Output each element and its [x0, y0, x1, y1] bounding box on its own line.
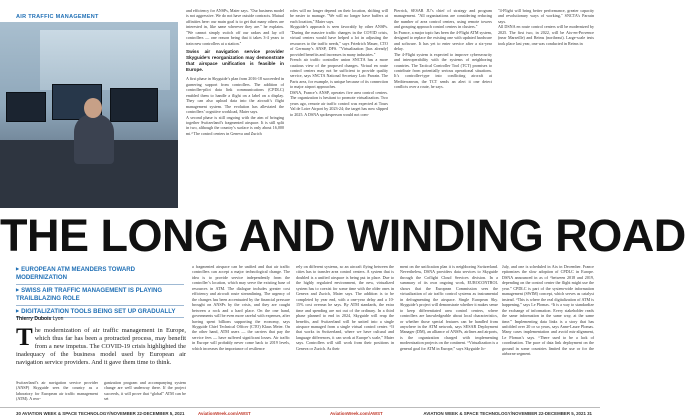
paragraph: A first phase in Skyguide’s plan from 2016-18 succeeded in garnering support from controllers. The addition of controller-pilot data link communications (CPDLC) enabled them to handle a flight on a label on a display. They can also upload data into the aircraft’s flight management system. The evolution has alleviated the controllers’ cognitive workload, Maier says.: [186, 76, 284, 115]
paragraph: French air traffic controller union SNCTA has a more cautious view of the proposed changes. Virtual en route control centers may not be sufficient to provide quality service, says SNCTA National Secretary Loic Parrain. The Paris area, for example, is unique because of its connection to major airport approaches.: [290, 57, 388, 90]
paragraph: Pierrick, SESAR JU’s chief of strategy and program management. "All organizations are considering reducing the number of area control centers, using remote towers and grouping approach control centers in clusters.": [394, 8, 492, 30]
photo-monitor: [6, 92, 46, 122]
paragraph: A second phase is still ongoing with the aim of bringing together Switzerland’s fragmented airspace. It is still split in two, although the country’s surface is only about 16,000 mi.² The control centers in Geneva and Zurich: [186, 114, 284, 136]
photo-controller-head: [84, 98, 102, 118]
page-footer: [0, 407, 600, 420]
paragraph: In France, a major topic has been the 4-Flight ATM system, designed to replace the existing one with updated hardware and software. It has yet to enter service after a six-year delay.: [394, 29, 492, 52]
paragraph: and efficiency for ANSPs, Maier says. "Our business model is not aggressive. We do not have outside contracts. Mutual affinities here: our main goal is to get that many others are interested in, like same wherever they are." he explains. "We cannot simply switch off our radars and lay off controllers — one reason being that it takes 3-4 years to train new controllers at a station.": [186, 8, 285, 46]
summary-bullet: ▶ EUROPEAN ATM MEANDERS TOWARD MODERNIZATION: [16, 264, 184, 285]
bottom-column-1: Switzerland’s air navigation service provider (ANSP) Skyguide sees the country as a laboratory for European air traffic management (ATM). A reor-: [16, 380, 98, 402]
bottom-column-5: ment on the unification plan it is neighboring Switzerland. Nevertheless, DSNA providers data services to Skyguide through the Coflight Cloud Services division. In a summary of its own ongoing work, EUROCONTROL shows that the European Commission sees the virtualization of air traffic control systems as instrumental in defragmenting the airspace. Single European Sky. Skyguide’s project will demonstrate whether it makes sense to keep differentiated area control centers, where controllers are knowledgeable about local characteristics, or whether those special features can be handled from anywhere in the ATM network, says SESAR Deployment Manager (DM), an alliance of ANSPs, airlines and airports, is the organization charged with implementing modernization projects on the continent. “Virtualization is a general goal for ATM in Europe,” says Skyguide Jo-: [400, 264, 498, 351]
bottom-column-3: a fragmented airspace can be unified and that air traffic controllers can accept a major technological change. The idea is to provide service independently from the controller’s location, which may serve the existing base of resources in ATM. The dialogue includes greater cost efficiency and aircraft route streamlining. The urgency of the changes has been accentuated by the financial pressure brought on ANSPs by the crisis, and they are caught between a rock and a hard place. On the one hand, governments will be even more careful with expenses, after having spent billions supporting the economy, says Skyguide Chief Technical Officer (CTO) Klaus Meier. On the other hand, ATM users — the carriers that pay the service fees — have suffered significant losses. Air traffic in Europe will probably never come back to 2019 levels, which increases the importance of resilience: [192, 264, 290, 351]
footer-folio-right: AVIATION WEEK & SPACE TECHNOLOGY/NOVEMBER 22-DECEMBER 5, 2021 31: [423, 411, 592, 416]
article-headline: THE LONG AND WINDING ROAD: [0, 210, 686, 261]
top-column-3: [394, 8, 492, 90]
paragraph: DSNA, France’s ANSP, operates five area control centers. The organization is hesitant to promote virtualization. Two years ago, remote air traffic control was expected at Tours Val de Loire Airport by 2023-24; the target has now slipped to 2025. A DSNA spokesperson would not com-: [290, 89, 388, 117]
drop-cap: T: [16, 324, 33, 351]
bottom-column-2: ganization program and accompanying system change are well underway there. If the project succeeds, it will prove that “global” ATM can be set: [104, 380, 186, 402]
photo-window: [40, 30, 170, 90]
top-column-1: [186, 8, 284, 136]
footer-link[interactable]: AviationWeek.com/AWST: [198, 411, 251, 416]
lede-text: he modernization of air traffic management in Europe, which thus far has been a protracted process, may benefit from a new impetus. The COVID-19 crisis highlighted the inadequacy of the business model used by European air navigation service providers. And it gave them time to think.: [16, 327, 186, 366]
article-photo: [0, 22, 178, 208]
paragraph: The 4-Flight system is expected to improve cybersecurity and interoperability with the systems of neighboring countries. The Tactical Controller Tool (TCT) promises to contribute from potentially serious operational situations. It’s controller-type into conflicting aircraft at Mediterranean, the TCT sends an alert it one detect conflicts over a route, he says.: [394, 51, 492, 90]
pull-subhead: Swiss air navigation service provider Skyguide’s reorganization may demonstrate that airspace unification is feasible in Europe.: [186, 49, 284, 72]
summary-bullets: [16, 264, 184, 318]
top-column-2: [290, 8, 388, 117]
footer-folio-left: 30 AVIATION WEEK & SPACE TECHNOLOGY/NOVEMBER 22-DECEMBER 5, 2021: [16, 411, 185, 416]
photo-monitor: [110, 88, 158, 122]
paragraph: roles will no longer depend on their location, shifting will be easier to manage. "We will no longer have buffers at each location," Maier says.: [290, 8, 388, 24]
bottom-column-6: July, and one is scheduled in Aix in December. France epitomizes the slow adoption of CPDLC in Europe. DSNA announced in as of “between 2018 and 2019, depending on the control center the flight might use the year.” CPDLC is part of the system-wide information management (SWIM) concept, which serves as catalyst instead. “This is where the real digitalization of ATM is happening,” says Le Plomas. “It is a way to standardize the exchange of information. Every stakeholder reads the same information in the same way, at the same time.” Implementing data links is a story that has unfolded over 20 or so years, says Anne-Laure Plomas. Many cases implementation and avoid mis-alignment, Le Plomas’s says. “There used to be a lack of coordination. The pace of data link deployment on the ground in some countries limited the use or for the airborne segment.: [502, 264, 594, 357]
top-column-4: [498, 8, 594, 46]
byline: [16, 316, 63, 322]
summary-bullet: ▶ SWISS AIR TRAFFIC MANAGEMENT IS PLAYING TRAILBLAZING ROLE: [16, 285, 184, 306]
footer-link[interactable]: AviationWeek.com/AWST: [330, 411, 383, 416]
summary-bullet: ▶ DIGITALIZATION TOOLS BEING SET UP GRADUALLY: [16, 306, 184, 318]
paragraph: All DSNA en route control centers will be modernized by 2025. The first two, in 2022, will be Aix-en-Provence (near Marseille) and Reims (northeast). Large-scale tests took place last year, one was conducted in Reims in: [498, 24, 594, 46]
bottom-column-4: rely on different systems, so an aircraft flying between the cities has to transfer area control centers. A system that is doubled is a unified airspace is being put in place. Due to the highly regulated environment, the new, virtualized system has to coexist for some time with the older ones in Geneva and Zurich, Maier says. The addition is to be completed by year end, with a one-year delay and a 10-15% cost overrun he says. By ATM standards, the extra time and spending are not out of the ordinary. In a third phase planned to end in 2024, Skyguide will reap the benefits, and Switzerland will be united into a single airspace managed from a single virtual control center. “If that works in Switzerland, where we have cultural and language differences, it can work at Europe’s scale,” Maier says. Controllers will still work from their positions in Geneva or Zurich. As their: [296, 264, 394, 351]
lede-paragraph: [16, 324, 186, 367]
paragraph: "4-Flight will bring better performance, greater capacity and revolutionary ways of working," SNCTA’s Parrain says.: [498, 8, 594, 24]
section-tag: AIR TRAFFIC MANAGEMENT: [16, 14, 99, 20]
byline-city: Lyon: [52, 316, 64, 322]
paragraph: Skyguide’s approach is seen favorably by other ANSPs. "During the massive traffic changes in the COVID crisis, virtual centers would have helped a lot in adjusting the resources to the traffic needs," says Friedrich Mauer, CTO of Germany’s ANSP, DFS. "Virtualization [has already] provided benefits and increases in many industries.": [290, 24, 388, 57]
byline-author: Thierry Dubois: [16, 316, 52, 322]
photo-controller-figure: [74, 114, 114, 164]
